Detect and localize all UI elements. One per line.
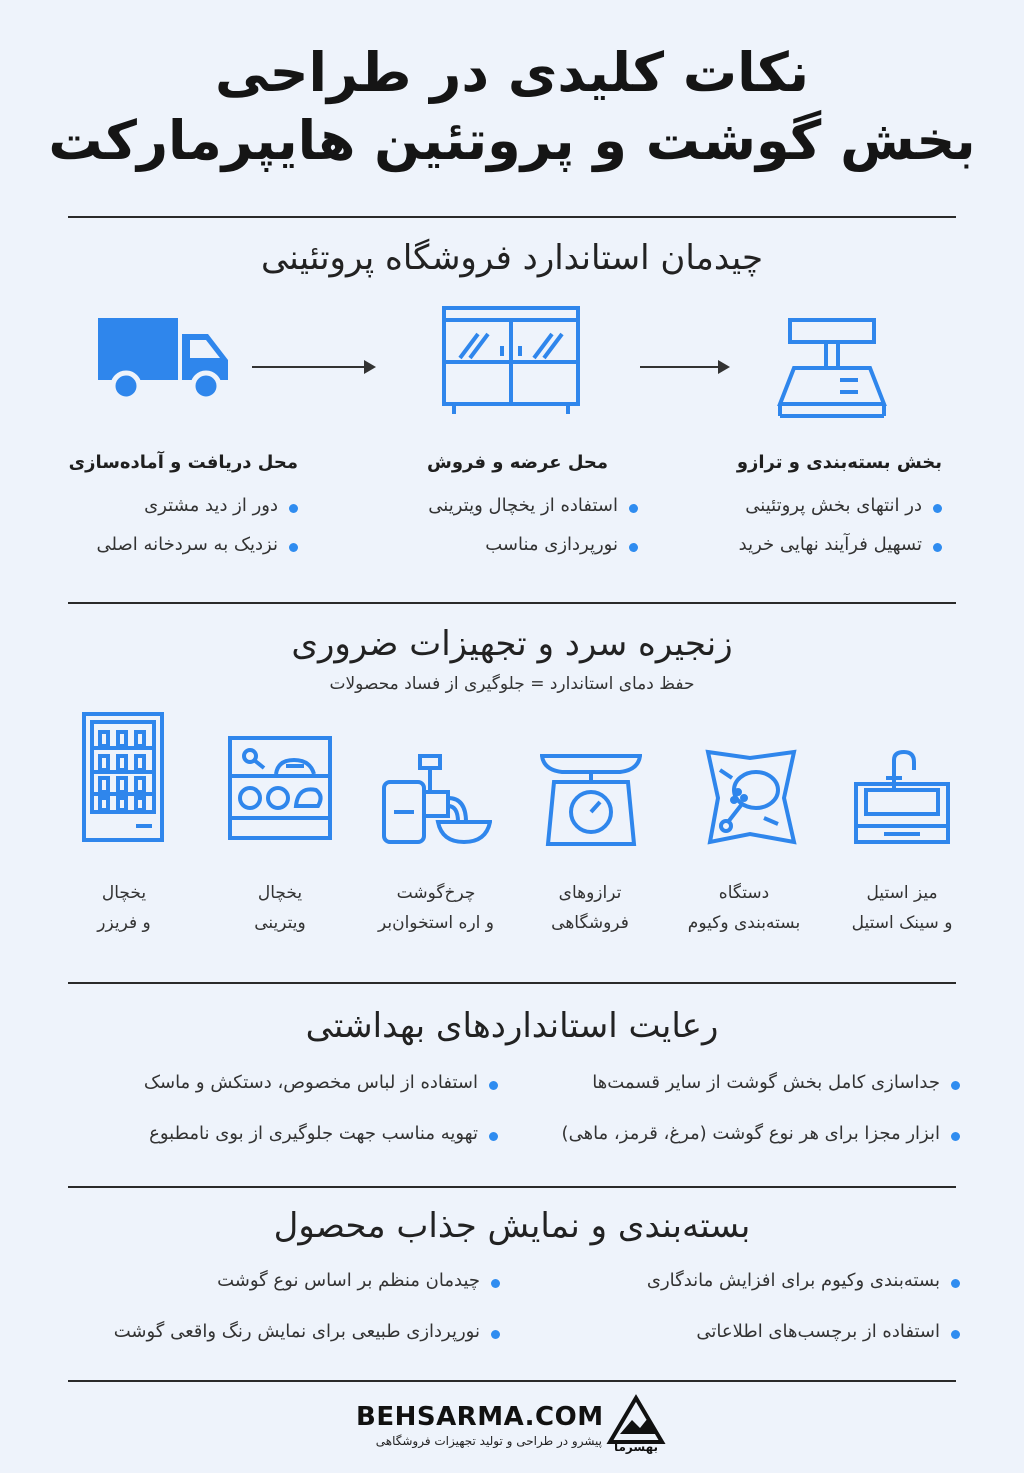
list-item: جداسازی کامل بخش گوشت از سایر قسمت‌ها [562, 1072, 960, 1093]
column-title: محل عرضه و فروش [427, 452, 608, 473]
arrow-icon [640, 357, 734, 377]
layout-section-heading: چیدمان استاندارد فروشگاه پروتئینی [260, 238, 764, 278]
column-title: محل دریافت و آماده‌سازی [68, 452, 298, 473]
column-title: بخش بسته‌بندی و ترازو [736, 452, 942, 473]
equipment-label-showcase: یخچال ویترینی [254, 883, 306, 933]
list-item: نورپردازی طبیعی برای نمایش رنگ واقعی گوشت [114, 1321, 500, 1342]
equipment-label-steel-sink: میز استیل و سینک استیل [851, 883, 953, 933]
packaging-section-heading: بسته‌بندی و نمایش جذاب محصول [273, 1206, 751, 1246]
list-item: چیدمان منظم بر اساس نوع گوشت [114, 1270, 500, 1291]
hygiene-section-heading: رعایت استانداردهای بهداشتی [305, 1006, 719, 1046]
equipment-label-vacuum: دستگاه بسته‌بندی وکیوم [687, 883, 801, 933]
layout-column-packaging [737, 452, 942, 573]
list-item: نورپردازی مناسب [427, 534, 638, 555]
brand-logo-text: بهسرما [613, 1440, 659, 1454]
list-item: دور از دید مشتری [69, 495, 298, 516]
list-item: نزدیک به سردخانه اصلی [69, 534, 298, 555]
layout-column-display [427, 452, 638, 573]
list-item: تسهیل فرآیند نهایی خرید [737, 534, 942, 555]
brand-tagline: پیشرو در طراحی و تولید تجهیزات فروشگاهی [375, 1434, 602, 1448]
scale-icon [776, 316, 888, 420]
cold-chain-section-heading: زنجیره سرد و تجهیزات ضروری [291, 624, 733, 664]
cold-chain-subheading: حفظ دمای استاندارد = جلوگیری از فساد محصولات [329, 674, 695, 694]
hygiene-list-right [562, 1072, 960, 1174]
list-item: در انتهای بخش پروتئینی [737, 495, 942, 516]
list-item: بسته‌بندی وکیوم برای افزایش ماندگاری [647, 1270, 960, 1291]
packaging-list-left [114, 1270, 500, 1372]
steel-sink-icon [854, 750, 950, 846]
equipment-label-scales: ترازوهای فروشگاهی [551, 883, 629, 933]
divider [68, 982, 956, 984]
list-item: تهویه مناسب جهت جلوگیری از بوی نامطبوع [144, 1123, 498, 1144]
meat-grinder-icon [380, 752, 492, 848]
display-fridge-icon [442, 306, 580, 416]
layout-column-receiving [69, 452, 298, 573]
page-title-line-2: بخش گوشت و پروتئین هایپرمارکت [48, 109, 976, 172]
brand-name[interactable]: BEHSARMA.COM [356, 1402, 604, 1432]
equipment-label-grinder: چرخ‌گوشت و اره استخوان‌بر [377, 883, 495, 933]
list-item: ابزار مجزا برای هر نوع گوشت (مرغ، قرمز، ماهی) [562, 1123, 960, 1144]
equipment-label-fridge: یخچال و فریزر [97, 883, 151, 933]
divider [68, 1186, 956, 1188]
page-title-line-1: نکات کلیدی در طراحی [214, 41, 810, 104]
shop-scale-icon [540, 752, 642, 848]
divider [68, 1380, 956, 1382]
vacuum-pack-icon [704, 748, 800, 848]
divider [68, 602, 956, 604]
list-item: استفاده از برچسب‌های اطلاعاتی [647, 1321, 960, 1342]
truck-icon [96, 316, 232, 402]
hygiene-list-left [144, 1072, 498, 1174]
arrow-icon [252, 357, 380, 377]
list-item: استفاده از یخچال ویترینی [427, 495, 638, 516]
divider [68, 216, 956, 218]
fridge-freezer-icon [82, 712, 164, 842]
list-item: استفاده از لباس مخصوص، دستکش و ماسک [144, 1072, 498, 1093]
showcase-fridge-icon [228, 736, 332, 840]
packaging-list-right [647, 1270, 960, 1372]
brand-logo-icon [606, 1394, 666, 1458]
